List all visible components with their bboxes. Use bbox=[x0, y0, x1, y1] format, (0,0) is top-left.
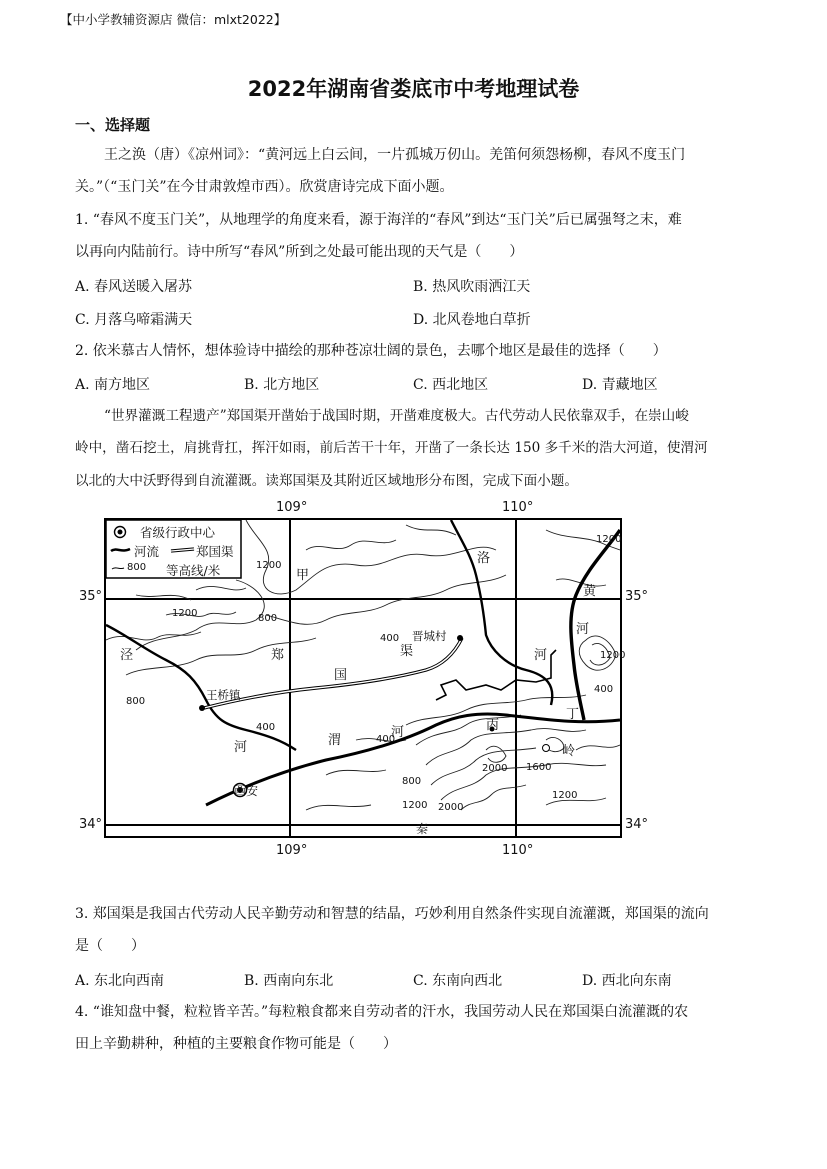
q3-line2: 是（ ） bbox=[75, 938, 145, 954]
label-luo-he: 河 bbox=[534, 648, 548, 663]
q1-line2: 以再向内陆前行。诗中所写“春风”所到之处最可能出现的天气是（ ） bbox=[75, 244, 524, 260]
q1-option-c[interactable]: C. 月落乌啼霜满天 bbox=[75, 312, 193, 328]
contour-label-7: 400 bbox=[376, 734, 396, 745]
qinling-peak-marker bbox=[543, 745, 550, 752]
intro1-line2: 关。”（“玉门关”在今甘肃敦煌市西）。欣赏唐诗完成下面小题。 bbox=[75, 179, 454, 195]
topographic-map bbox=[104, 518, 626, 838]
label-wangqiaozhen: 王桥镇 bbox=[206, 688, 241, 702]
q3-option-a[interactable]: A. 东北向西南 bbox=[75, 973, 165, 989]
lon-label-110-bottom: 110° bbox=[502, 843, 534, 858]
section-heading: 一、选择题 bbox=[75, 116, 151, 134]
q3-line1: 3. 郑国渠是我国古代劳动人民辛勤劳动和智慧的结晶，巧妙利用自然条件实现自流灌溉，郑国渠的流向 bbox=[75, 906, 709, 922]
contour-label-3: 1200 bbox=[172, 608, 198, 619]
legend-canal-label: 郑国渠 bbox=[196, 544, 234, 559]
q3-option-b[interactable]: B. 西南向东北 bbox=[244, 973, 334, 989]
page-title: 2022年湖南省娄底市中考地理试卷 bbox=[247, 77, 580, 101]
q2-option-d[interactable]: D. 青藏地区 bbox=[582, 377, 658, 393]
luo-river bbox=[451, 520, 552, 705]
lat-label-34-right: 34° bbox=[625, 817, 649, 832]
lon-label-110-top: 110° bbox=[502, 500, 534, 515]
label-zheng: 郑 bbox=[271, 648, 285, 663]
legend-capital-label: 省级行政中心 bbox=[140, 525, 216, 540]
contour-label-12: 2000 bbox=[438, 802, 464, 813]
jinchengcun-marker bbox=[457, 635, 463, 641]
label-jing: 泾 bbox=[120, 648, 134, 663]
label-ling: 岭 bbox=[562, 744, 576, 759]
label-jinchengcun: 晋城村 bbox=[412, 629, 447, 643]
legend-contour-sample: 800 bbox=[127, 562, 147, 573]
label-xian: 西安 bbox=[234, 784, 259, 798]
legend-contour-label: 等高线/米 bbox=[166, 563, 221, 578]
lon-label-109-top: 109° bbox=[276, 500, 308, 515]
q2-line1: 2. 依米慕古人情怀，想体验诗中描绘的那种苍凉壮阔的景色，去哪个地区是最佳的选择（ ） bbox=[75, 343, 667, 359]
label-wei: 渭 bbox=[328, 733, 342, 748]
lat-label-35-right: 35° bbox=[625, 589, 649, 604]
q1-line1: 1. “春风不度玉门关”，从地理学的角度来看，源于海洋的“春风”到达“玉门关”后已属强弩之末，难 bbox=[75, 212, 682, 228]
contour-label-13: 1200 bbox=[552, 790, 578, 801]
contour-label-17: 400 bbox=[594, 684, 614, 695]
lat-label-34-left: 34° bbox=[79, 817, 103, 832]
contour-label-9: 1200 bbox=[402, 800, 428, 811]
q3-option-d[interactable]: D. 西北向东南 bbox=[582, 973, 672, 989]
label-bing: 丙 bbox=[486, 718, 500, 733]
label-qin: 秦 bbox=[416, 822, 429, 836]
label-yellow-he: 河 bbox=[576, 622, 590, 637]
label-luo: 洛 bbox=[477, 551, 491, 566]
contour-label-16: 1200 bbox=[600, 650, 626, 661]
label-guo: 国 bbox=[334, 668, 348, 683]
contour-label-2: 800 bbox=[258, 613, 278, 624]
q2-option-b[interactable]: B. 北方地区 bbox=[244, 377, 320, 393]
lat-label-35-left: 35° bbox=[79, 589, 103, 604]
intro2-line2: 岭中，凿石挖土，肩挑背扛，挥汗如雨，前后苦干十年，开凿了一条长达 150 多千米的浩大河道，使渭河 bbox=[75, 440, 708, 456]
q1-option-a[interactable]: A. 春风送暖入屠苏 bbox=[75, 279, 193, 295]
wangqiaozhen-marker bbox=[199, 705, 205, 711]
intro2-line1: “世界灌溉工程遗产”郑国渠开凿始于战国时期，开凿难度极大。古代劳动人民依靠双手，在崇山峻 bbox=[104, 408, 689, 424]
q2-option-c[interactable]: C. 西北地区 bbox=[413, 377, 489, 393]
contour-label-11: 1600 bbox=[526, 762, 552, 773]
legend-river-label: 河流 bbox=[134, 544, 160, 559]
label-huang: 黄 bbox=[583, 584, 597, 599]
q4-line1: 4. “谁知盘中餐，粒粒皆辛苦。”每粒粮食都来自劳动者的汗水，我国劳动人民在郑国渠白流灌溉的农 bbox=[75, 1004, 689, 1020]
label-ding: 丁 bbox=[566, 707, 580, 722]
contour-label-6: 400 bbox=[256, 722, 276, 733]
contour-label-10: 2000 bbox=[482, 763, 508, 774]
contour-label-4: 400 bbox=[380, 633, 400, 644]
q1-option-b[interactable]: B. 热风吹雨洒江天 bbox=[413, 279, 531, 295]
contour-label-1: 1200 bbox=[256, 560, 282, 571]
label-qu: 渠 bbox=[400, 644, 414, 659]
contour-label-5: 800 bbox=[126, 696, 146, 707]
legend-river-symbol bbox=[111, 549, 130, 551]
q2-option-a[interactable]: A. 南方地区 bbox=[75, 377, 151, 393]
contour-label-14: 1200 bbox=[596, 534, 622, 545]
page-header: 【中小学教辅资源店 微信：mlxt2022】 bbox=[60, 12, 287, 27]
label-jia: 甲 bbox=[296, 568, 310, 583]
zhengguo-canal bbox=[204, 638, 462, 708]
intro2-line3: 以北的大中沃野得到自流灌溉。读郑国渠及其附近区域地形分布图，完成下面小题。 bbox=[75, 473, 578, 489]
q3-option-c[interactable]: C. 东南向西北 bbox=[413, 973, 503, 989]
label-wei-he: 河 bbox=[391, 725, 405, 740]
intro1-line1: 王之涣（唐）《凉州词》：“黄河远上白云间，一片孤城万仞山。羌笛何须怨杨柳，春风不度玉门 bbox=[104, 147, 686, 163]
label-jing-he: 河 bbox=[234, 740, 248, 755]
lon-label-109-bottom: 109° bbox=[276, 843, 308, 858]
q4-line2: 田上辛勤耕种，种植的主要粮食作物可能是（ ） bbox=[75, 1036, 397, 1052]
q1-option-d[interactable]: D. 北风卷地白草折 bbox=[413, 312, 531, 328]
contour-label-8: 800 bbox=[402, 776, 422, 787]
